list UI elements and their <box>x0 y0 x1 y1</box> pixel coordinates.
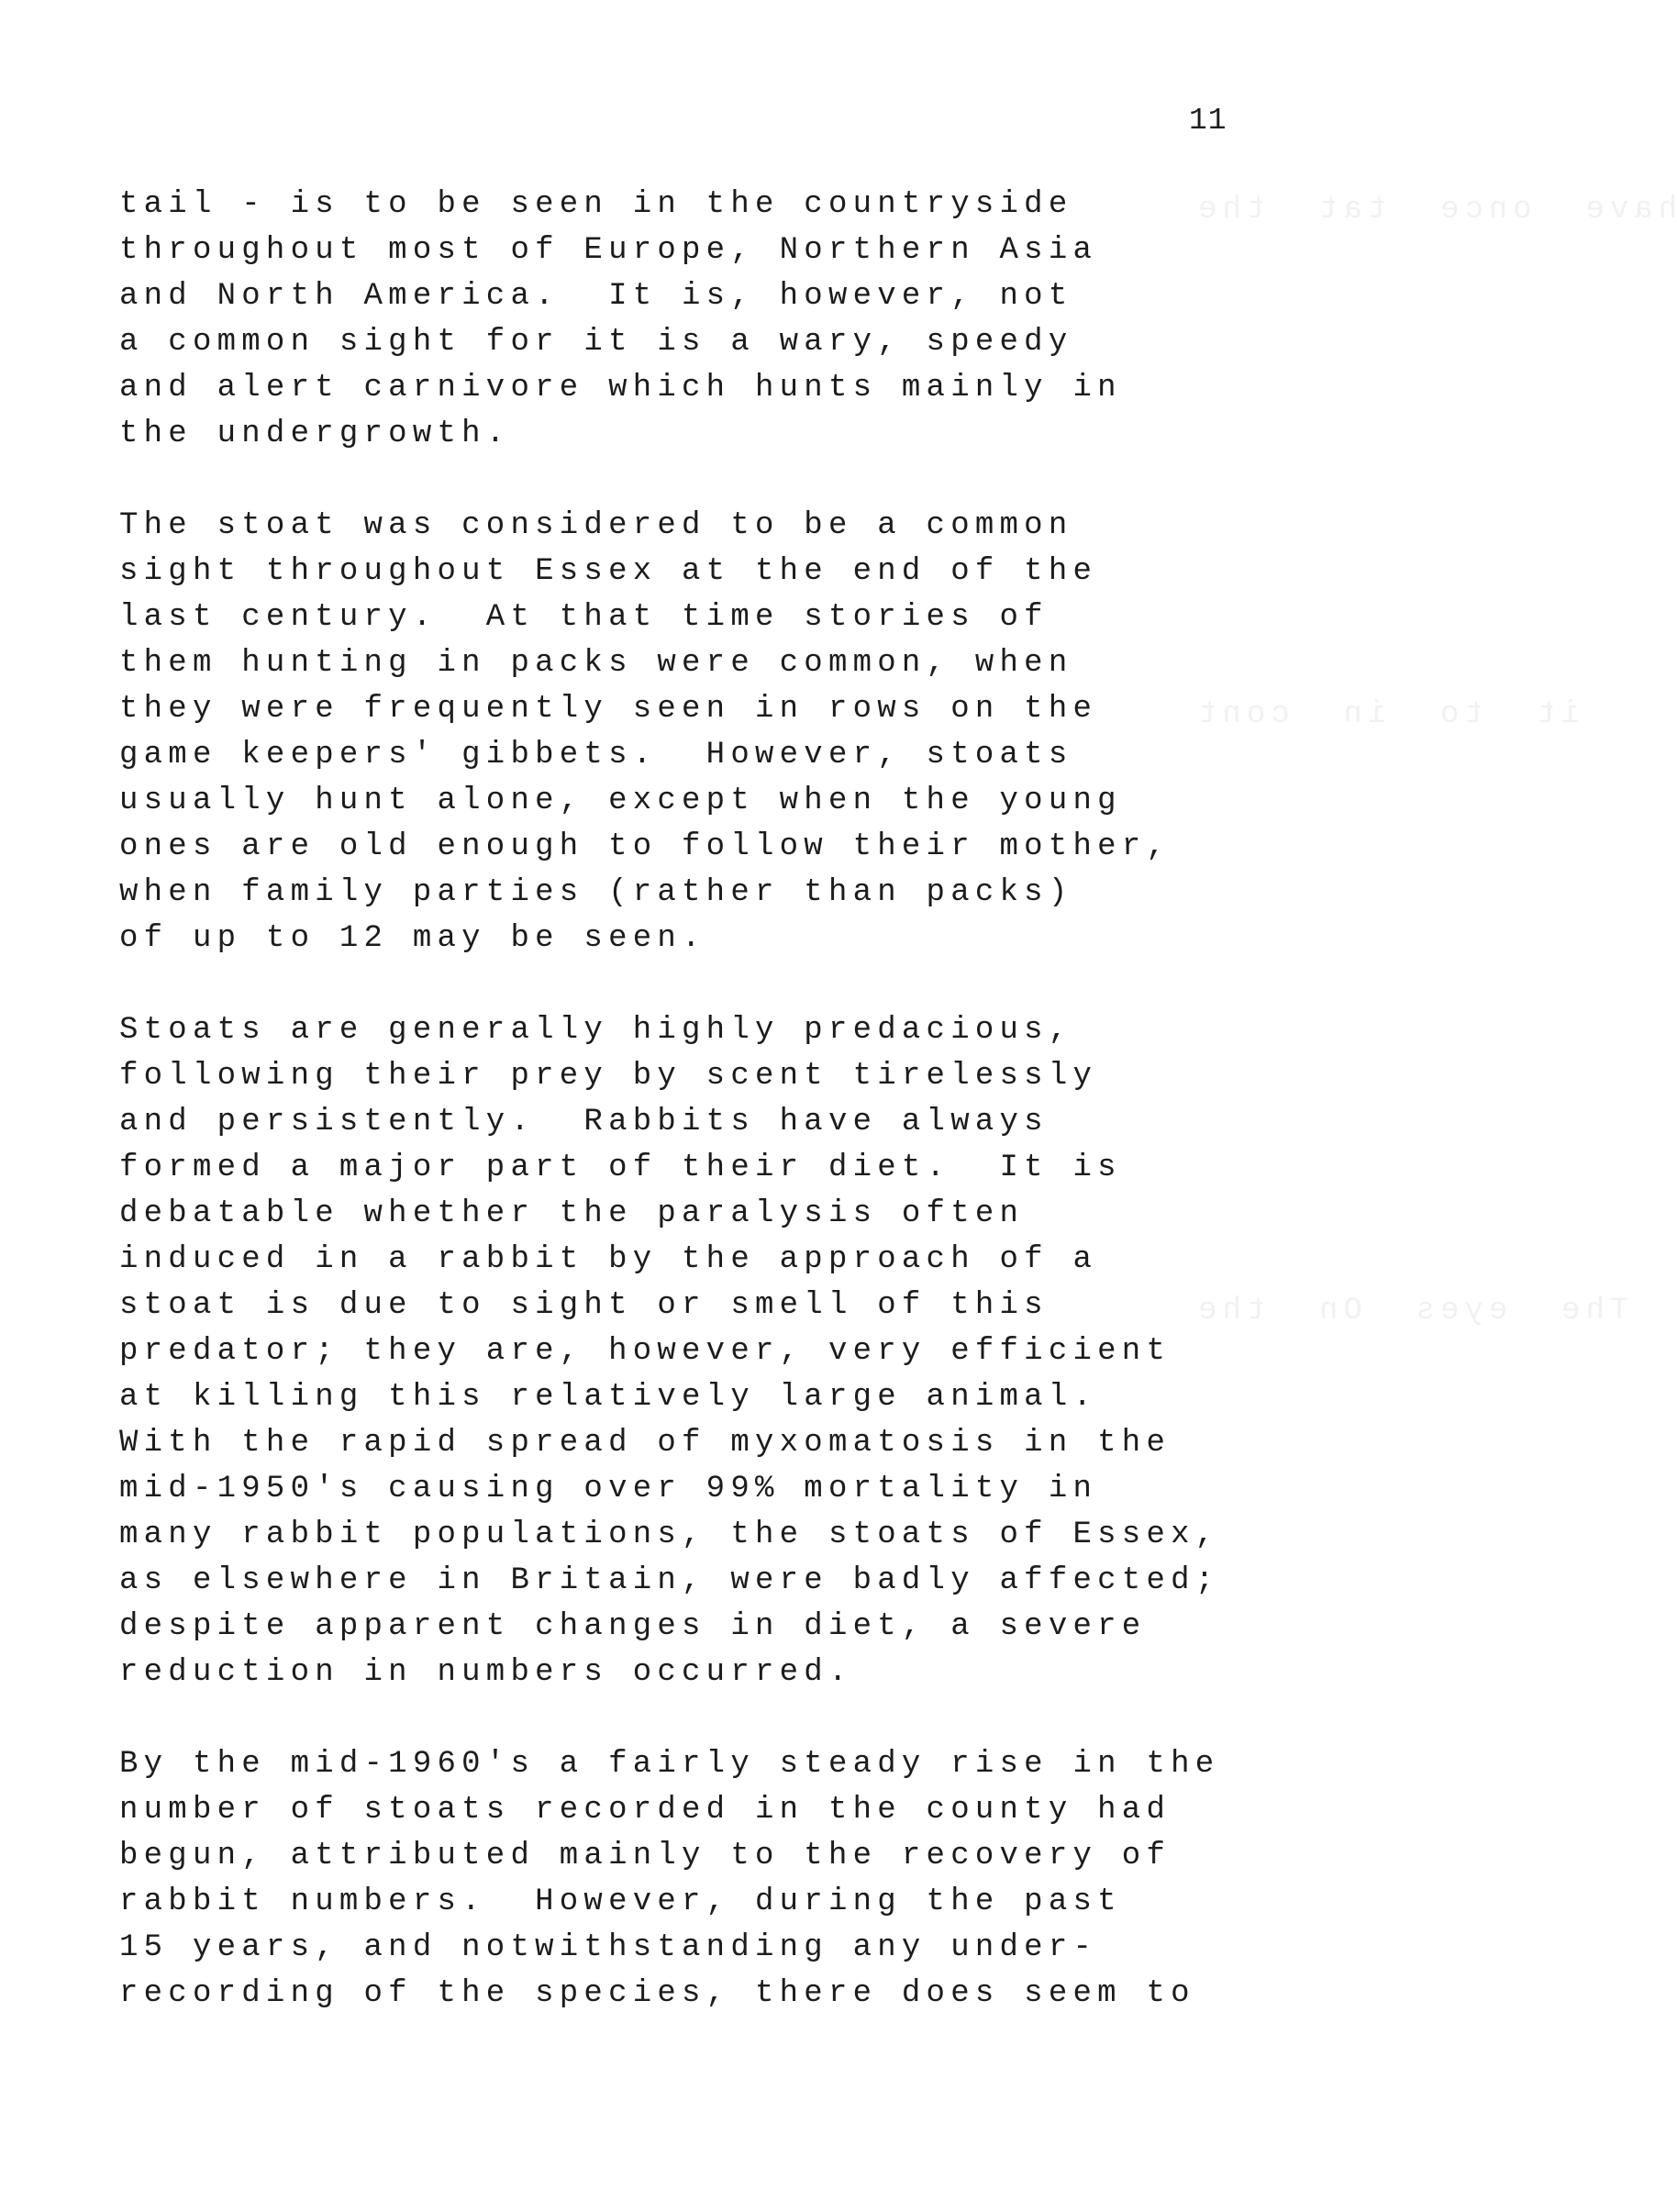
bleed-through-text: it to in cont <box>1193 697 1581 732</box>
text-line: Stoats are generally highly predacious, <box>119 1013 1073 1048</box>
text-line: and North America. It is, however, not <box>119 279 1073 314</box>
text-line: The stoat was considered to be a common <box>119 508 1073 543</box>
text-line: of up to 12 may be seen. <box>119 921 706 956</box>
text-line: usually hunt alone, except when the young <box>119 784 1122 818</box>
text-line: formed a major part of their diet. It is <box>119 1150 1122 1185</box>
text-line: and persistently. Rabbits have always <box>119 1105 1049 1139</box>
text-line: the undergrowth. <box>119 417 511 451</box>
text-line: reduction in numbers occurred. <box>119 1655 853 1690</box>
text-line: 15 years, and notwithstanding any under- <box>119 1930 1098 1965</box>
page-number: 11 <box>1189 104 1227 138</box>
text-line: them hunting in packs were common, when <box>119 646 1073 681</box>
text-line: throughout most of Europe, Northern Asia <box>119 233 1098 268</box>
text-line: begun, attributed mainly to the recovery of <box>119 1839 1172 1873</box>
text-line: at killing this relatively large animal. <box>119 1380 1098 1415</box>
text-line: mid-1950's causing over 99% mortality in <box>119 1472 1098 1506</box>
text-line: induced in a rabbit by the approach of a <box>119 1242 1098 1277</box>
text-line: rabbit numbers. However, during the past <box>119 1884 1122 1919</box>
text-line: By the mid-1960's a fairly steady rise in the <box>119 1747 1220 1782</box>
text-line: they were frequently seen in rows on the <box>119 692 1098 727</box>
text-line: as elsewhere in Britain, were badly affected; <box>119 1563 1220 1598</box>
text-line: debatable whether the paralysis often <box>119 1196 1025 1231</box>
text-line: last century. At that time stories of <box>119 600 1049 635</box>
text-line: recording of the species, there does seem to <box>119 1976 1195 2011</box>
text-line: many rabbit populations, the stoats of Essex, <box>119 1517 1220 1552</box>
text-line: when family parties (rather than packs) <box>119 875 1073 910</box>
text-line: sight throughout Essex at the end of the <box>119 554 1098 589</box>
text-line: game keepers' gibbets. However, stoats <box>119 738 1073 773</box>
text-line: despite apparent changes in diet, a severe <box>119 1609 1147 1644</box>
text-line: stoat is due to sight or smell of this <box>119 1288 1049 1323</box>
bleed-through-text: The eyes On the <box>1193 1294 1629 1328</box>
text-line: and alert carnivore which hunts mainly in <box>119 371 1122 406</box>
text-line: a common sight for it is a wary, speedy <box>119 325 1073 360</box>
bleed-through-text: have once tat the <box>1193 193 1677 228</box>
text-line: number of stoats recorded in the county had <box>119 1793 1172 1828</box>
text-line: ones are old enough to follow their mother, <box>119 829 1172 864</box>
text-line: With the rapid spread of myxomatosis in the <box>119 1426 1172 1461</box>
text-line: predator; they are, however, very efficient <box>119 1334 1172 1369</box>
text-line: tail - is to be seen in the countryside <box>119 187 1073 222</box>
text-line: following their prey by scent tirelessly <box>119 1059 1098 1094</box>
